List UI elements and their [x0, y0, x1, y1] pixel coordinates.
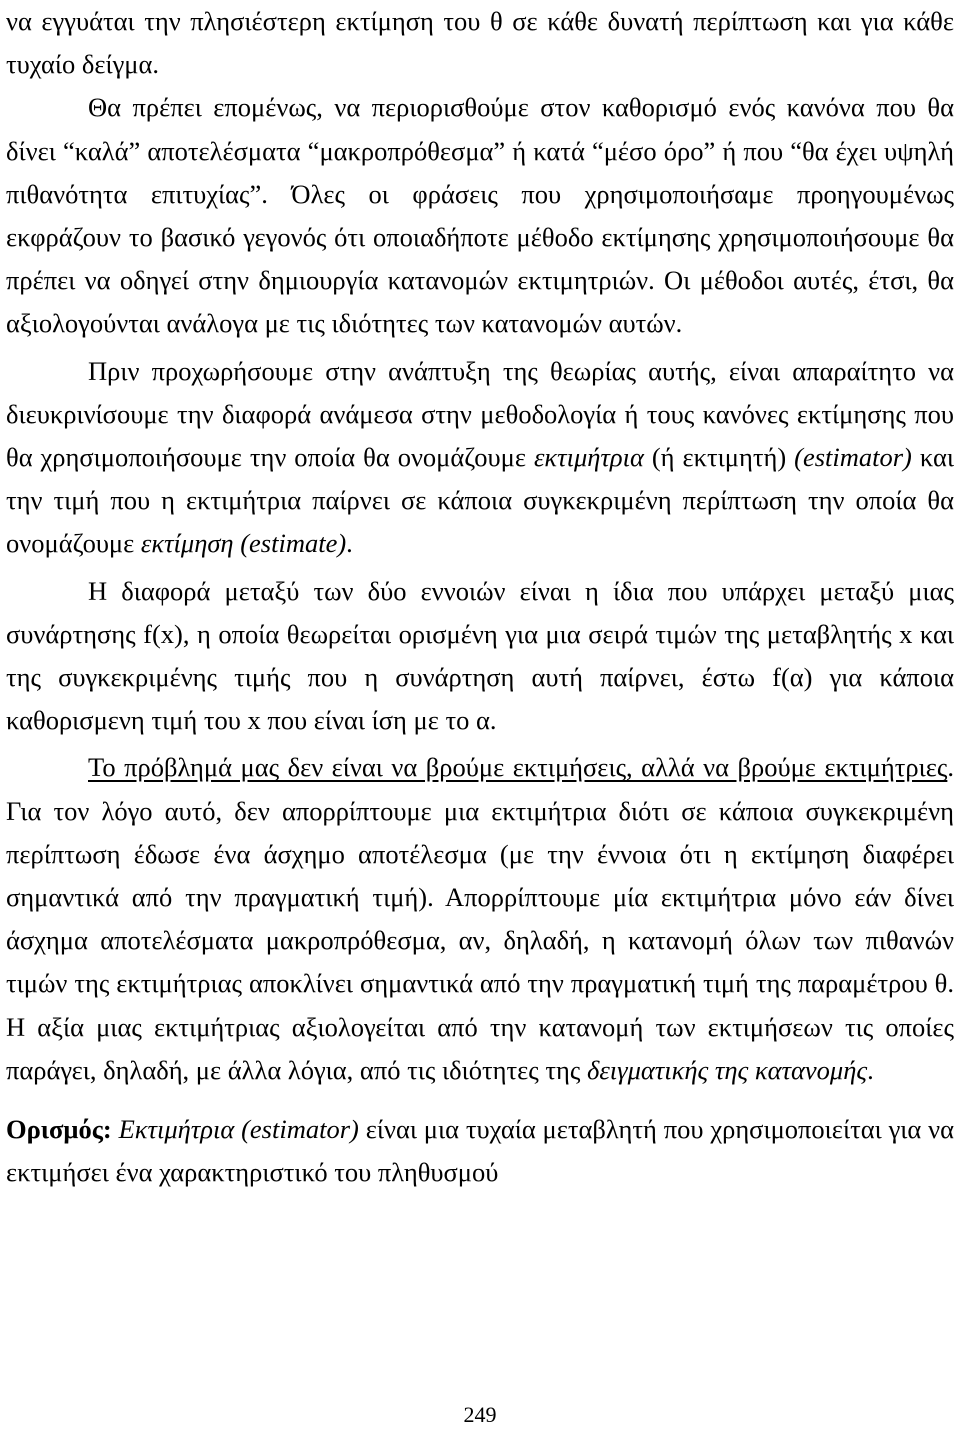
term-estimator-greek: εκτιμήτρια — [533, 442, 644, 473]
definition-paragraph: Ορισμός: Εκτιμήτρια (estimator) είναι μια τυχαία μεταβλητή που χρησιμοποιείται για να εκτιμήσει ένα χαρακτηριστικό του πληθυσμού — [6, 1114, 955, 1188]
document-page — [6, 0, 954, 1194]
term-sampling-distribution: δειγματικής της κατανομής — [587, 1054, 868, 1085]
page-number: 249 — [463, 1402, 497, 1427]
paragraph-continuation: να εγγυάται την πλησιέστερη εκτίμηση του θ σε κάθε δυνατή περίπτωση και για κάθε τυχαίο δείγμα. — [6, 6, 954, 80]
term-estimate: εκτίμηση (estimate) — [140, 528, 347, 559]
definition-term: Εκτιμήτρια (estimator) — [118, 1114, 359, 1145]
definition-label: Ορισμός: — [6, 1114, 112, 1145]
paragraph-problem-statement: Το πρόβλημά μας δεν είναι να βρούμε εκτιμήσεις, αλλά να βρούμε εκτιμήτριες. Για τον λόγο αυτό, δεν απορρίπτουμε μια εκτιμήτρια διότι σε κάποια συγκεκριμένη περίπτωση έδωσε ένα άσχημο αποτέλεσμα (με την έννοια ότι η εκτίμηση διαφέρει σημαντικά από την πραγματική τιμή). Απορρίπτουμε μία εκτιμήτρια μόνο εάν δίνει άσχημα αποτελέσματα μακροπρόθεσμα, αν, δηλαδή, η κατανομή όλων των πιθανών τιμών της εκτιμήτριας αποκλίνει σημαντικά από την πραγματική τιμή της παραμέτρου θ. Η αξία μιας εκτιμήτριας αξιολογείται από την κατανομή των εκτιμήσεων τις οποίες παράγει, δηλαδή, με άλλα λόγια, από τις ιδιότητες της δειγματικής της κατανομής. — [6, 752, 954, 1085]
paragraph-estimation-rule: Θα πρέπει επομένως, να περιορισθούμε στον καθορισμό ενός κανόνα που θα δίνει “καλά” αποτελέσματα “μακροπρόθεσμα” ή κατά “μέσο όρο” ή που “θα έχει υψηλή πιθανότητα επιτυχίας”. Όλες οι φράσεις που χρησιμοποιήσαμε προηγουμένως εκφράζουν το βασικό γεγονός ότι οποιαδήποτε μέθοδο εκτίμησης χρησιμοποιήσουμε θα πρέπει να οδηγεί στην δημιουργία κατανομών εκτιμητριών. Οι μέθοδοι αυτές, έτσι, θα αξιολογούνται ανάλογα με τις ιδιότητες των κατανομών αυτών. — [6, 92, 954, 339]
underlined-key-sentence: Το πρόβλημά μας δεν είναι να βρούμε εκτιμήσεις, αλλά να βρούμε εκτιμήτριες — [88, 752, 948, 783]
paragraph-estimator-vs-estimate: Πριν προχωρήσουμε στην ανάπτυξη της θεωρίας αυτής, είναι απαραίτητο να διευκρινίσουμε την διαφορά ανάμεσα στην μεθοδολογία ή τους κανόνες εκτίμησης που θα χρησιμοποιήσουμε την οποία θα ονομάζουμε εκτιμήτρια (ή εκτιμητή) (estimator) και την τιμή που η εκτιμήτρια παίρνει σε κάποια συγκεκριμένη περίπτωση την οποία θα ονομάζουμε εκτίμηση (estimate). — [6, 355, 954, 559]
term-estimator-english: (estimator) — [794, 442, 912, 473]
paragraph-function-analogy: Η διαφορά μεταξύ των δύο εννοιών είναι η ίδια που υπάρχει μεταξύ μιας συνάρτησης f(x), η οποία θεωρείται ορισμένη για μια σειρά τιμών της μεταβλητής x και της συγκεκριμένης τιμής που η συνάρτηση αυτή παίρνει, έστω f(α) για κάποια καθορισμενη τιμή του x που είναι ίση με το α. — [6, 575, 954, 736]
